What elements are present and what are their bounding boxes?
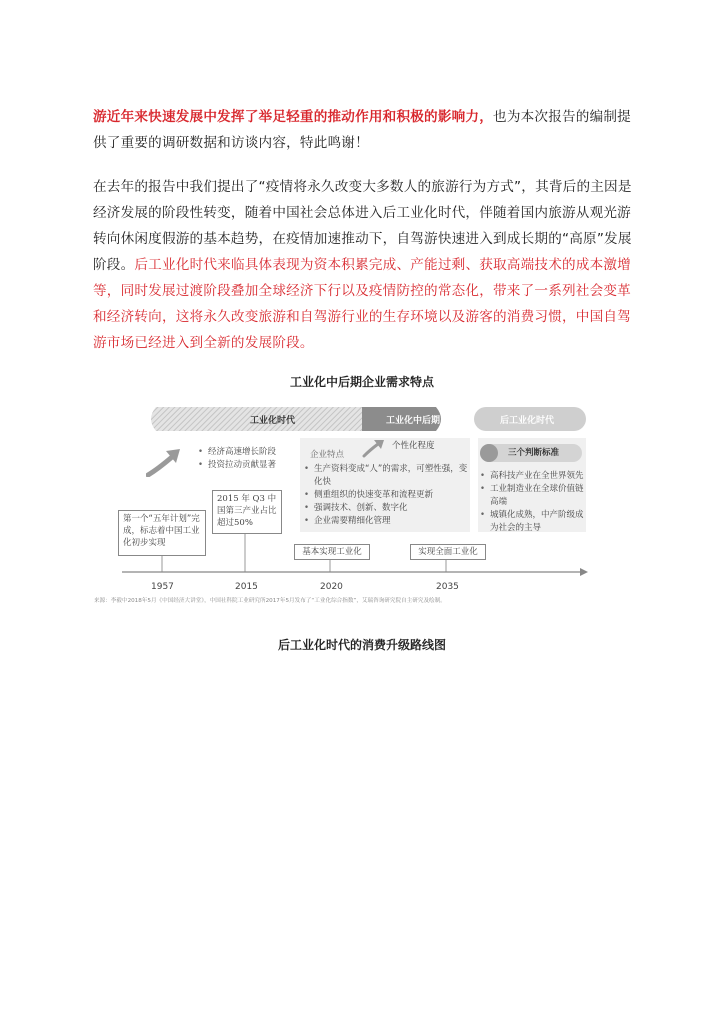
band-industrial-label: 工业化时代	[250, 416, 296, 426]
industrial-points	[198, 446, 308, 472]
industrial-point: • 投资拉动贡献显著	[198, 459, 308, 472]
rising-arrow-icon	[146, 447, 184, 477]
intro-red-text: 游近年来快速发展中发挥了举足轻重的推动作用和积极的影响力，	[93, 109, 494, 125]
enterprise-point: • 侧重组织的快速变革和流程更新	[304, 489, 468, 502]
year-2020: 2020	[320, 582, 343, 592]
criteria-heading: 三个判断标准	[508, 448, 560, 458]
criteria-point: • 高科技产业在全世界领先	[480, 470, 584, 483]
figure1-source: 来源：李毅中2018年5月《中国经济大讲堂》，中国社科院工业研究所2017年5月发布了“工业化综合指数”，艾瑞咨询研究院自主研究及绘制。	[94, 598, 446, 604]
personalization-label: 个性化程度	[392, 441, 435, 451]
criteria-dot-icon	[480, 444, 498, 462]
milestone-2020: 基本实现工业化	[294, 544, 370, 560]
industrial-point: • 经济高速增长阶段	[198, 446, 308, 459]
enterprise-point: • 企业需要精细化管理	[304, 515, 468, 528]
enterprise-point: • 生产资料变成“人”的需求，可塑性强，变化快	[304, 463, 468, 489]
box-2015: 2015 年 Q3 中国第三产业占比超过50%	[212, 490, 282, 534]
band-post-label: 后工业化时代	[500, 416, 555, 426]
box-1957: 第一个“五年计划”完成，标志着中国工业化初步实现	[118, 510, 206, 556]
criteria-point: • 工业制造业在全球价值链高端	[480, 483, 584, 509]
figure1-title: 工业化中后期企业需求特点	[289, 375, 434, 389]
criteria-point: • 城镇化成熟，中产阶级成为社会的主导	[480, 509, 584, 535]
year-2015: 2015	[235, 582, 258, 592]
main-normal-text: 在去年的报告中我们提出了“疫情将永久改变大多数人的旅游行为方式”，其背后的主因是经济发展的阶段性转变，随着中国社会总体进入后工业化时代，伴随着国内旅游从观光游转向休闲度假游的基本趋势，在疫情加速推动下，自驾游快速进入到成长期的“高原”发展阶段。	[93, 179, 632, 273]
intro-paragraph	[93, 104, 633, 156]
figure2-title: 后工业化时代的消费升级路线图	[277, 638, 446, 652]
main-red-text: 后工业化时代来临具体表现为资本积累完成、产能过剩、获取高端技术的成本激增等，同时发展过渡阶段叠加全球经济下行以及疫情防控的常态化，带来了一系列社会变革和经济转向，这将永久改变旅游和自驾游行业的生存环境以及游客的消费习惯，中国自驾游市场已经进入到全新的发展阶段。	[93, 257, 631, 351]
enterprise-point: • 强调技术、创新、数字化	[304, 502, 468, 515]
rising-arrow-icon-small	[362, 438, 388, 458]
main-paragraph	[93, 174, 633, 356]
milestone-2035: 实现全面工业化	[410, 544, 486, 560]
intro-normal-text: 也为本次报告的编制提供了重要的调研数据和访谈内容，特此鸣谢！	[93, 109, 631, 151]
year-1957: 1957	[151, 582, 174, 592]
band-mid-late-label: 工业化中后期	[386, 416, 441, 426]
year-2035: 2035	[436, 582, 459, 592]
enterprise-heading: 企业特点	[310, 450, 345, 460]
